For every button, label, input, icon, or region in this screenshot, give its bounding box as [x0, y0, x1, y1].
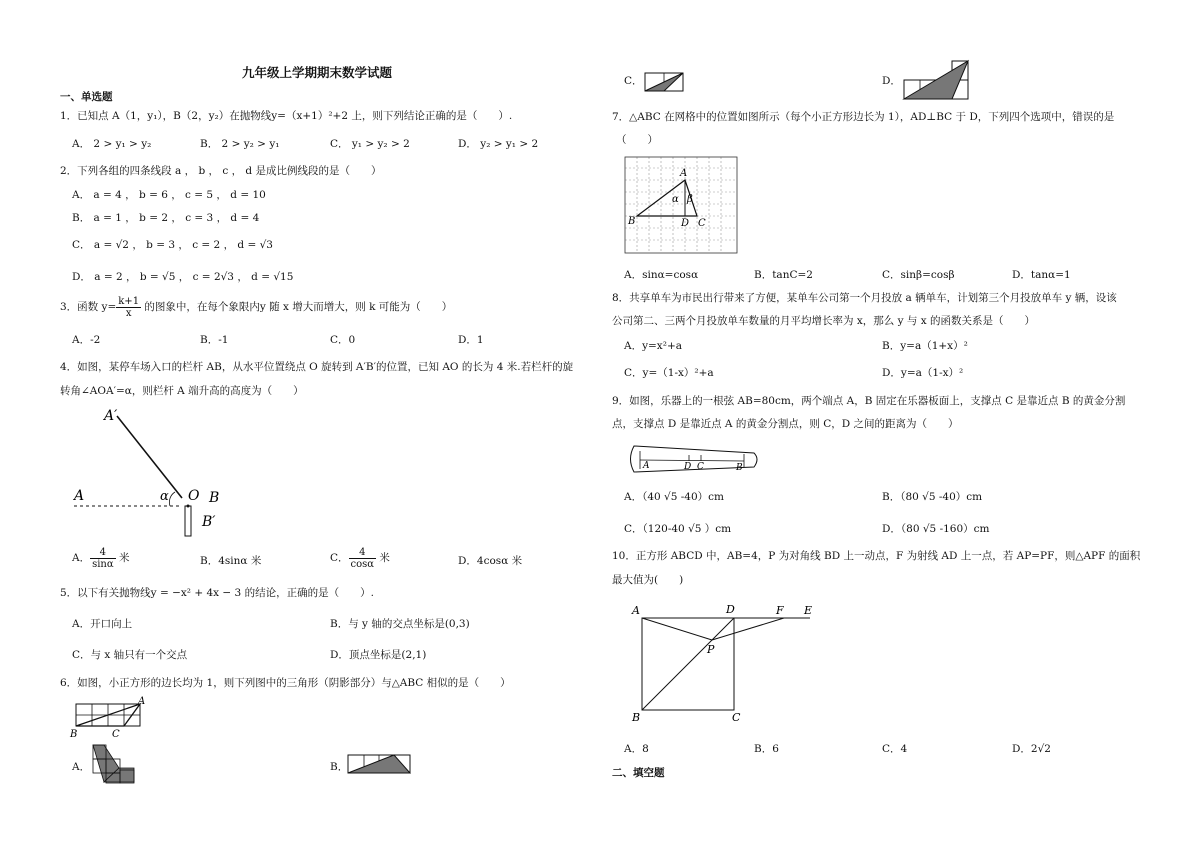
q2-option-a: A． a = 4 ， b = 6 ， c = 5 ， d = 10 — [72, 189, 266, 201]
q4-option-a-unit: 米 — [118, 552, 130, 564]
q4-label-a: A — [74, 488, 85, 504]
q3-option-d: D．1 — [458, 334, 484, 346]
q8-option-b: B．y=a（1+x）² — [882, 340, 968, 352]
q5-option-d: D．顶点坐标是(2,1) — [330, 649, 427, 661]
q3-stem-prefix: 3．函数 y= — [60, 301, 117, 313]
q7-stem-line1: 7．△ABC 在网格中的位置如图所示（每个小正方形边长为 1），AD⊥BC 于 D，下列四个选项中，错误的是 — [612, 111, 1115, 123]
section-heading-single-choice: 一、单选题 — [60, 91, 113, 103]
q4-option-a-numerator: 4 — [90, 547, 116, 559]
q10-label-e: E — [804, 604, 813, 617]
q10-stem-line1: 10．正方形 ABCD 中，AB=4，P 为对角线 BD 上一动点，F 为射线 AD 上一点，若 AP=PF，则△APF 的面积 — [612, 550, 1141, 562]
q4-label-b: B — [209, 490, 220, 506]
q10-option-b: B．6 — [754, 743, 779, 755]
q6-option-c-figure — [643, 70, 685, 94]
q1-option-d: D． y₂ > y₁ > 2 — [458, 138, 539, 150]
q4-option-b: B．4sinα 米 — [200, 555, 262, 567]
q3-stem-suffix: 的图象中，在每个象限内y 随 x 增大而增大，则 k 可能为（ ） — [144, 301, 453, 313]
q2-option-b: B． a = 1 ， b = 2 ， c = 3 ， d = 4 — [72, 212, 260, 224]
q6-reference-grid — [70, 694, 154, 740]
q10-option-c: C．4 — [882, 743, 908, 755]
q4-option-a — [72, 546, 129, 570]
q4-option-d: D．4cosα 米 — [458, 555, 523, 567]
q4-stem-line2: 转角∠AOA′=α，则栏杆 A 端升高的高度为（ ） — [60, 385, 304, 397]
q8-option-a: A．y=x²+a — [624, 340, 683, 352]
page-title: 九年级上学期期末数学试题 — [242, 65, 393, 80]
section-heading-fill-blank: 二、填空题 — [612, 767, 665, 779]
q10-label-f: F — [776, 604, 784, 617]
q4-option-c-denominator: cosα — [350, 558, 375, 570]
q1-option-b: B． 2 > y₂ > y₁ — [200, 138, 280, 150]
q10-option-a: A．8 — [624, 743, 649, 755]
q5-option-c: C．与 x 轴只有一个交点 — [72, 649, 188, 661]
q7-label-a: A — [680, 168, 688, 179]
q9-label-d: D — [684, 462, 692, 472]
q6-option-b-figure — [346, 752, 412, 776]
q4-label-o: O — [188, 488, 200, 504]
q6-option-d-figure — [902, 58, 970, 102]
q6-option-a: A． — [72, 761, 91, 773]
q4-stem-line1: 4．如图，某停车场入口的栏杆 AB，从水平位置绕点 O 旋转到 A′B′的位置，已知 AO 的长为 4 米.若栏杆的旋 — [60, 361, 574, 373]
q4-label-a-prime: A′ — [104, 408, 118, 424]
q3-numerator: k+1 — [118, 295, 140, 307]
q4-option-c — [330, 546, 390, 570]
q7-grid-figure — [624, 156, 738, 254]
q4-option-c-numerator: 4 — [349, 547, 377, 559]
q9-label-c: C — [697, 462, 704, 472]
q10-label-p: P — [707, 643, 715, 656]
q2-option-c: C． a = √2 ， b = 3 ， c = 2 ， d = √3 — [72, 239, 273, 251]
q4-label-alpha: α — [160, 489, 169, 504]
q5-option-b: B．与 y 轴的交点坐标是(0,3) — [330, 618, 470, 630]
q3-option-a: A．-2 — [72, 334, 101, 346]
q7-label-beta: β — [687, 194, 693, 205]
q4-option-c-prefix: C． — [330, 552, 349, 564]
q4-option-a-fraction — [90, 547, 116, 570]
q7-stem-line2: （ ） — [616, 134, 658, 146]
q8-option-d: D．y=a（1-x）² — [882, 367, 964, 379]
q3-option-c: C．0 — [330, 334, 356, 346]
q2-option-d: D． a = 2 ， b = √5 ， c = 2√3 ， d = √15 — [72, 271, 294, 283]
q7-option-a: A．sinα=cosα — [624, 269, 699, 281]
q7-label-b: B — [628, 216, 636, 227]
q3-stem — [60, 295, 452, 319]
q4-label-b-prime: B′ — [202, 514, 216, 530]
q1-stem: 1．已知点 A（1，y₁），B（2，y₂）在抛物线y=（x+1）²+2 上，则下列结论正确的是（ ）. — [60, 110, 513, 122]
q8-option-c: C．y=（1-x）²+a — [624, 367, 714, 379]
q9-instrument-figure — [626, 443, 762, 475]
q10-square-figure — [626, 600, 826, 728]
q1-option-c: C． y₁ > y₂ > 2 — [330, 138, 410, 150]
q9-option-b: B．（80 √5 -40）cm — [882, 491, 983, 503]
q9-label-b: B — [736, 463, 743, 473]
q4-option-a-prefix: A． — [72, 552, 91, 564]
q6-option-c: C． — [624, 75, 643, 87]
q10-label-c: C — [732, 711, 741, 724]
q9-option-d: D．（80 √5 -160）cm — [882, 523, 990, 535]
q2-stem: 2．下列各组的四条线段 a ， b ， c ， d 是成比例线段的是（ ） — [60, 165, 382, 177]
q6-label-b: B — [70, 729, 78, 740]
q7-label-alpha: α — [672, 194, 679, 205]
q6-option-a-figure — [90, 742, 136, 788]
q4-barrier-figure — [70, 402, 240, 542]
q6-stem: 6．如图，小正方形的边长均为 1，则下列图中的三角形（阴影部分）与△ABC 相似的是（ ） — [60, 677, 511, 689]
q8-stem-line2: 公司第二、三两个月投放单车数量的月平均增长率为 x，那么 y 与 x 的函数关系是（ ） — [612, 315, 1035, 327]
q7-label-c: C — [698, 218, 706, 229]
q9-label-a: A — [643, 461, 650, 471]
q6-option-b: B． — [330, 761, 349, 773]
q9-stem-line2: 点，支撑点 D 是靠近点 A 的黄金分割点，则 C，D 之间的距离为（ ） — [612, 418, 959, 430]
q6-label-c: C — [112, 729, 120, 740]
q9-option-c: C．（120-40 √5 ）cm — [624, 523, 732, 535]
q5-stem: 5．以下有关抛物线y = −x² + 4x − 3 的结论，正确的是（ ）. — [60, 587, 374, 599]
q9-stem-line1: 9．如图，乐器上的一根弦 AB=80cm，两个端点 A，B 固定在乐器板面上，支撑点 C 是靠近点 B 的黄金分割 — [612, 395, 1126, 407]
q10-option-d: D．2√2 — [1012, 743, 1051, 755]
q1-option-a: A． 2 > y₁ > y₂ — [72, 138, 152, 150]
q7-label-d: D — [681, 218, 690, 229]
q8-stem-line1: 8．共享单车为市民出行带来了方便，某单车公司第一个月投放 a 辆单车，计划第三个月投放单车 y 辆，设该 — [612, 292, 1117, 304]
q5-option-a: A．开口向上 — [72, 618, 133, 630]
q4-option-a-denominator: sinα — [92, 558, 114, 570]
q3-option-b: B．-1 — [200, 334, 229, 346]
q10-stem-line2: 最大值为( ) — [612, 574, 684, 586]
q7-option-d: D．tanα=1 — [1012, 269, 1071, 281]
q7-option-c: C．sinβ=cosβ — [882, 269, 955, 281]
q10-label-b: B — [632, 711, 641, 724]
q9-option-a: A．（40 √5 -40）cm — [624, 491, 724, 503]
q7-option-b: B．tanC=2 — [754, 269, 813, 281]
q4-option-c-unit: 米 — [379, 552, 390, 564]
q10-label-d: D — [726, 603, 735, 616]
q4-option-c-fraction — [349, 547, 377, 570]
q10-label-a: A — [632, 604, 640, 617]
q6-option-d: D． — [882, 75, 901, 87]
q6-label-a: A — [138, 696, 146, 707]
q3-denominator: x — [125, 307, 132, 319]
q3-fraction — [116, 296, 141, 319]
